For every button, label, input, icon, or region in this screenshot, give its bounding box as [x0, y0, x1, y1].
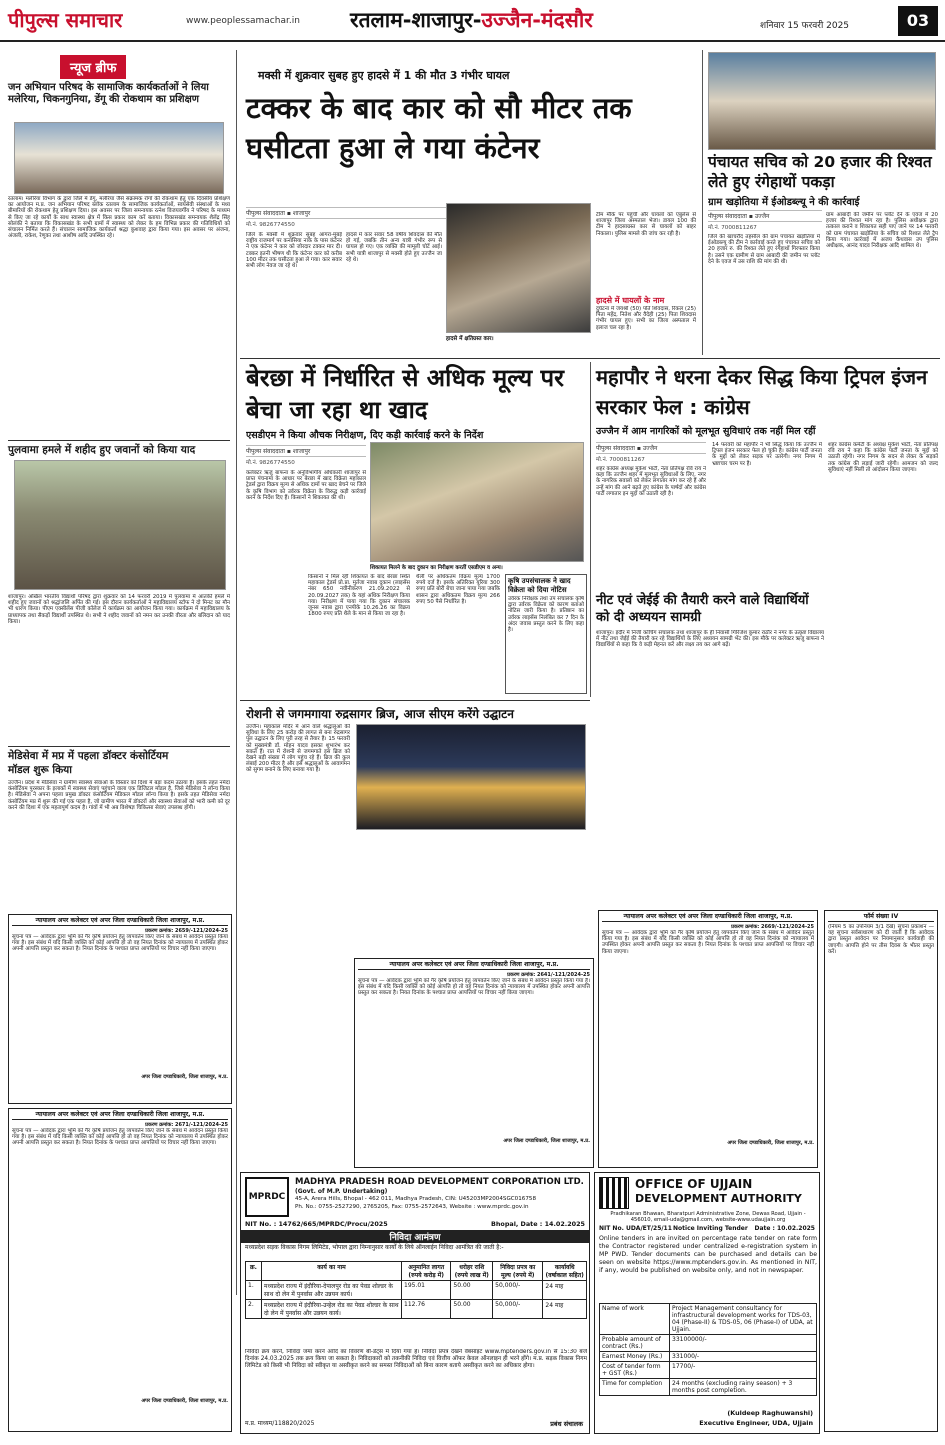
bridge-headline: रोशनी से जगमगाया रुद्रसागर ब्रिज, आज सीएम करेंगे उद्घाटन	[246, 707, 514, 721]
notice-signer: अपर जिला दण्डाधिकारी, जिला शाजापुर, म.प्र.	[727, 1140, 814, 1146]
uda-signer-name: (Kuldeep Raghuwanshi)	[727, 1409, 813, 1417]
page-number: 03	[898, 6, 938, 36]
masthead-url: www.peoplessamachar.in	[186, 16, 300, 26]
mprdc-reference: म.प्र. माध्यम/118820/2025	[245, 1420, 315, 1427]
table-cell: मध्यप्रदेश राज्य में इंदौरिया-उन्हेल रोड का पेवड शोल्डर के साथ दो लेन में पुनर्वास और उन्नयन कार्य।	[262, 1300, 402, 1319]
mprdc-nit: NIT No. : 14762/665/MPRDC/Procu/2025	[245, 1220, 388, 1228]
table-cell: Earnest Money (Rs.)	[600, 1352, 670, 1362]
fertilizer-body-3: थैली पर अधिकतम विक्रय मूल्य 1700 रुपये दर्ज है। इसके अतिरिक्त यूरिया 300 रुपए प्रति बोरी बेचा जाना पाया गया जबकि शासन द्वारा अधिकतम विक्रय मूल्य 266 रुपए 50 पैसे निर्धारित है।	[416, 574, 500, 605]
fertilizer-notice-heading: कृषि उपसंचालक ने खाद विक्रेता को दिया नोटिस	[508, 577, 571, 594]
fertilizer-subheading: एसडीएम ने किया औचक निरीक्षण, दिए कड़ी कार्रवाई करने के निर्देश	[246, 430, 484, 441]
neet-headline: नीट एवं जेईई की तैयारी करने वाले विद्यार्थियों को दी अध्ययन सामग्री	[596, 593, 809, 625]
notice-title: न्यायालय अपर कलेक्टर एवं अपर जिला दण्डाधिकारी जिला शाजापुर, म.प्र.	[12, 1112, 228, 1120]
table-cell: 50.00	[451, 1300, 493, 1319]
notice-case-number: प्रकरण क्रमांक: 2669/-121/2024-25	[731, 924, 814, 930]
mprdc-tender	[240, 1172, 590, 1434]
congress-headline: महापौर ने धरना देकर सिद्ध किया ट्रिपल इंजन सरकार फेल : कांग्रेस	[596, 365, 928, 419]
accident-photo	[446, 203, 591, 333]
accident-injured-body: दुर्घटना में जयश्री (50) पति शिवदास, रिंकल (25) पिता महेंद्र, नितेश और वैदेही (25) पिता शिवदास गंभीर घायल हुए। सभी का जिला अस्पताल में इलाज चल रहा है।	[596, 306, 696, 331]
brief-heading-3: मेडिसेवा में मप्र में पहला डॉक्टर कंसोर्टियम मॉडल शुरू किया	[8, 750, 169, 776]
mprdc-intro: मध्यप्रदेश सड़क विकास निगम लिमिटेड, भोपाल द्वारा निम्नानुसार कार्यों के लिये ऑनलाईन निविदा आमंत्रित की जाती है:-	[245, 1244, 504, 1251]
bribe-photo	[708, 52, 936, 150]
bribe-mobile: मो.नं. 7000811267	[708, 225, 757, 231]
notice-title: न्यायालय अपर कलेक्टर एवं अपर जिला दण्डाधिकारी जिला शाजापुर, म.प्र.	[12, 918, 228, 926]
table-cell: 1.	[246, 1281, 262, 1300]
divider	[240, 700, 590, 701]
table-cell: 331000/-	[670, 1352, 817, 1362]
brief-photo-workshop	[14, 122, 224, 194]
mprdc-gov: (Govt. of M.P. Undertaking)	[295, 1188, 388, 1195]
masthead-logo: पीपुल्स समाचार	[8, 8, 123, 32]
notice-title: न्यायालय अपर कलेक्टर एवं अपर जिला दण्डाधिकारी जिला शाजापुर, म.प्र.	[358, 962, 590, 970]
table-cell: 195.01	[402, 1281, 451, 1300]
brief-body-1: रतलाम। मलेरिया विभाग के द्वारा जिले में डेंगू, मलेरिया जैसे संक्रामक रोगों की रोकथाम हेतु एक दिवसीय प्रशिक्षण का आयोजन म.प्र. जन अभियान परिषद ब्लॉक रतलाम के सामाजिक कार्यकर्ताओं, स्वयंसेवी संस्थाओं के मध्य बीमारियों की रोकथाम हेतु प्रशिक्षण दिया। इस अवसर पर जिला समन्वयक रत्नेश विजयवर्गीय ने परिषद के माध्यम से किए जा रहे कार्यों के साथ स्वास्थ्य क्षेत्र में किस प्रकार काम करें बताया। विकासखंड समन्वयक शैलेंद्र सिंह सोलंकी ने बताया कि विकासखंड के सभी ग्रामों में स्वास्थ्य को लेकर के हम विभिन्न प्रकार की गतिविधियों को संचालन निर्मित करते हैं। संचालन सामाजिक कार्यकर्ता श्रद्धा कुशवाह द्वारा किया गया। इस अवसर पर अंजना, अंजली, राकेश, रेणुका तथा आशीष आदि उपस्थित रहे।	[8, 196, 230, 240]
fertilizer-body-1: कलेक्टर ऋजु बाफना के अनुविभागीय अधिकारी शाजापुर से प्राप्त पंचनामा के आधार पर बेरछा में खाद विक्रेता महाकाल ट्रेडर्स द्वारा विक्रय मूल्य से अधिक दामों पर खाद बेचने पर जिले के कृषि विभाग को उर्वरक विक्रेता के विरुद्ध कड़ी कार्रवाई करने के निर्देश दिए हैं। किसानों ने शिकायत की थी।	[246, 470, 366, 501]
congress-body-2: 14 फरवरी को महापौर ने भी सिद्ध किया कि उज्जैन में ट्रिपल इंजन सरकार फेल हो चुकी है। कांग्रेस पार्टी जनता के मुद्दों को लेकर सड़क पर उतरेगी। नगर निगम में भ्रष्टाचार चरम पर है।	[712, 442, 822, 467]
table-cell: 24 माह	[543, 1300, 587, 1319]
mprdc-logo: MPRDC	[245, 1177, 289, 1217]
fertilizer-photo	[370, 442, 584, 562]
uda-address: Pradhikaran Bhawan, Bharatpuri Administrative Zone, Dewas Road, Ujjain - 456010, email-uda@gmail.com, website-www.udaujjain.org	[610, 1211, 806, 1223]
accident-body-2: हादसे में कार सवार 58 वर्षीय शिवदास की मौत हो गई, जबकि तीन अन्य यात्री गंभीर रूप से घायल हो गए। एक व्यक्ति की मामूली चोटें आई। सभी यात्री शाजापुर से मक्सी होते हुए उज्जैन जा रहे थे।	[346, 232, 442, 263]
mprdc-date: Bhopal, Date : 14.02.2025	[491, 1220, 585, 1228]
neet-body: शाजापुर। इंदौर में निजी कोचिंग संचालक तथा शाजापुर के ही निवासी गिरिजेश कुमार राठौर ने नगर के उत्कृष्ट विद्यालय में नीट तथा जेईई की तैयारी कर रहे विद्यार्थियों के लिए अध्ययन सामग्री भेंट की। इस मौके पर कलेक्टर ऋजु बाफना ने विद्यार्थियों से कहा कि वे कड़ी मेहनत करें और लक्ष्य तय कर आगे बढ़ें।	[596, 630, 824, 649]
accident-body-1: जिले के मक्सी में शुक्रवार सुबह आगरा-मुंबई राष्ट्रीय राजमार्ग पर कनासिया नाके के पास कंटेनर ने एक कंटेनर ने कार को जोरदार टक्कर मार दी। टक्कर इतनी भीषण थी कि कंटेनर कार को करीब 100 मीटर तक घसीटता हुआ ले गया। कार सवार सभी लोग नेवज जा रहे थे।	[246, 232, 342, 270]
uda-notice: Notice Inviting Tender	[673, 1225, 748, 1232]
table-row	[600, 1335, 817, 1352]
table-row	[600, 1304, 817, 1335]
notice-signer: अपर जिला दण्डाधिकारी, जिला शाजापुर, म.प्र.	[141, 1074, 228, 1080]
table-cell: Probable amount of contract (Rs.)	[600, 1335, 670, 1352]
legal-notice-2	[8, 1108, 232, 1432]
uda-nit: NIT No. UDA/ET/25/11	[599, 1225, 672, 1232]
form-iv-notice	[824, 910, 938, 1432]
notice-body: सूचना पत्र — आवेदक द्वारा भूमि को गैर कृषि प्रयोजन हेतु व्यपवर्तन किए जाने के संबंध में आवेदन प्रस्तुत किया गया है। इस संबंध में यदि किसी व्यक्ति को कोई आपत्ति हो तो वह नियत दिनांक को न्यायालय में उपस्थित होकर अपनी आपत्ति प्रस्तुत कर सकता है। नियत दिनांक के पश्चात प्राप्त आपत्तियों पर विचार नहीं किया जाएगा।	[12, 1128, 228, 1147]
fertilizer-byline: पीपुल्स संवाददाता ▪ शाजापुर	[246, 445, 366, 457]
news-brief-tag: न्यूज ब्रीफ	[60, 55, 126, 79]
brief-heading-2: पुलवामा हमले में शहीद हुए जवानों को किया याद	[8, 444, 196, 456]
table-header: कार्य का नाम	[262, 1262, 402, 1281]
table-cell: 24 माह	[543, 1281, 587, 1300]
uda-body: Online tenders in are invited on percentage rate tender on rate form the Contractor registered under centralized e-registration system in MP PWD. Tender documents can be purchased and details can be seen on website https://www.mptenders.gov.in. As mentioned in NIT, if any, would be published on website only, and not in newspaper.	[599, 1235, 817, 1274]
accident-injured-heading: हादसे में घायलों के नाम	[596, 296, 665, 305]
notice-case-number: प्रकरण क्रमांक: 2671/-121/2024-25	[145, 1122, 228, 1128]
table-cell: 33100000/-	[670, 1335, 817, 1352]
table-row	[600, 1352, 817, 1362]
fertilizer-notice-box	[505, 574, 587, 694]
accident-photo-caption: हादसे में क्षतिग्रस्त कार।	[446, 336, 494, 342]
notice-body: सूचना पत्र — आवेदक द्वारा भूमि को गैर कृषि प्रयोजन हेतु व्यपवर्तन किए जाने के संबंध में आवेदन प्रस्तुत किया गया है। इस संबंध में यदि किसी व्यक्ति को कोई आपत्ति हो तो वह नियत दिनांक को न्यायालय में उपस्थित होकर अपनी आपत्ति प्रस्तुत कर सकता है। नियत दिनांक के पश्चात प्राप्त आपत्तियों पर विचार नहीं किया जाएगा।	[12, 934, 228, 953]
brief-body-3: उज्जैन। प्रदेश में मेडिसेवा ने ग्रामीण स्वास्थ्य सेवाओं के विस्तार को दिशा में बड़ा कदम उठाया है। इसके तहत नर्मदा कंसोर्टियम पुरस्कार के इलाकों में स्वास्थ्य सेवाएं पहुंचाने वाला एक डिजिटल मॉडल है, जिसे मेडिसेवा ने लॉन्च किया है। मेडिसेवा ने अपना पहला प्रमुख डॉक्टर कंसोर्टियम मेडिकल मॉडल लॉन्च किया है। इसके तहत मेडिसेवा नर्मदा कंसोर्टियम मप्र में शुरू की गई एक पहल है, जो ग्रामीण भारत में डॉक्टरों और स्वास्थ्य सेवाओं को भारी कमी को दूर करने की दिशा में एक महत्वपूर्ण कदम है। गांवों में भी अब विशेषज्ञ चिकित्सा सेवाएं उपलब्ध होंगी।	[8, 780, 230, 811]
accident-headline: टक्कर के बाद कार को सौ मीटर तक घसीटता हुआ ले गया कंटेनर	[246, 91, 632, 165]
table-cell: 50,000/-	[493, 1300, 543, 1319]
congress-mobile: मो.नं. 7000811267	[596, 457, 645, 463]
table-cell: Cost of tender form + GST (Rs.)	[600, 1362, 670, 1379]
accident-mobile: मो.नं. 9826774550	[246, 222, 295, 228]
uda-logo	[599, 1177, 629, 1209]
bribe-headline: पंचायत सचिव को 20 हजार की रिश्वत लेते हुए रंगेहाथों पकड़ा	[708, 153, 932, 191]
table-header: निविदा प्रपत्र का मूल्य (रुपये में)	[493, 1262, 543, 1281]
fertilizer-headline: बेरछा में निर्धारित से अधिक मूल्य पर बेचा जा रहा था खाद	[246, 364, 564, 424]
table-header: धरोहर राशि (रुपये लाख में)	[451, 1262, 493, 1281]
table-header: क्र.	[246, 1262, 262, 1281]
divider	[8, 440, 230, 441]
bribe-subheading: ग्राम खड़ोतिया में ईओडब्ल्यू ने की कार्रवाई	[708, 197, 860, 208]
table-cell: 50,000/-	[493, 1281, 543, 1300]
bribe-byline: पीपुल्स संवाददाता ▪ उज्जैन	[708, 210, 822, 222]
fertilizer-notice-body: उर्वरक निरीक्षक तथा उप संचालक कृषि द्वारा उर्वरक विक्रेता को कारण बताओ नोटिस जारी किया है। प्रतिष्ठान का उर्वरक लाइसेंस निलंबित कर 7 दिन के अंदर जवाब प्रस्तुत करने के लिए कहा है।	[508, 596, 584, 634]
uda-title-2: DEVELOPMENT AUTHORITY	[635, 1192, 802, 1205]
table-cell: Project Management consultancy for infrastructural development works for TDS-03, 04 (Phase-II) & TDS-05, 06 (Phase-I) of UDA, at Ujjain.	[670, 1304, 817, 1335]
divider	[240, 358, 940, 359]
column-rule	[590, 362, 591, 697]
table-header: अनुमानित लागत (रुपये करोड़ में)	[402, 1262, 451, 1281]
bridge-body: उज्जैन। महाकाल मंदिर में आने वाले श्रद्धालुओं की सुविधा के लिए 25 करोड़ की लागत से बना रुद्रसागर पुल उद्घाटन के लिए पूरी तरह से तैयार है। 15 फरवरी को मुख्यमंत्री डॉ. मोहन यादव इसका शुभारंभ कर सकते हैं। रात में रोशनी से जगमगाते इस ब्रिज को देखने बड़ी संख्या में लोग पहुंच रहे हैं। ब्रिज की कुल लंबाई 200 मीटर है और इसे श्रद्धालुओं के आवागमन को सुगम बनाने के लिए बनाया गया है।	[246, 724, 350, 774]
uda-tender-table	[599, 1303, 817, 1396]
table-cell: Name of work	[600, 1304, 670, 1335]
edition-title: रतलाम-शाजापुर-उज्जैन-मंदसौर	[350, 8, 593, 32]
notice-case-number: प्रकरण क्रमांक: 2641/-121/2024-25	[507, 972, 590, 978]
form-title: फॉर्म संख्या IV	[828, 914, 934, 922]
congress-byline: पीपुल्स संवाददाता ▪ उज्जैन	[596, 442, 706, 454]
notice-body: सूचना पत्र — आवेदक द्वारा भूमि को गैर कृषि प्रयोजन हेतु व्यपवर्तन किए जाने के संबंध में आवेदन प्रस्तुत किया गया है। इस संबंध में यदि किसी व्यक्ति को कोई आपत्ति हो तो वह नियत दिनांक को न्यायालय में उपस्थित होकर अपनी आपत्ति प्रस्तुत कर सकता है। नियत दिनांक के पश्चात प्राप्त आपत्तियों पर विचार नहीं किया जाएगा।	[602, 930, 814, 955]
mprdc-signer: प्रबंध संचालक	[550, 1420, 583, 1428]
legal-notice-4	[598, 910, 818, 1168]
table-row	[600, 1379, 817, 1396]
accident-body-3: टीम मौके पर पहुंची और घायलों को एंबुलेंस से शाजापुर जिला अस्पताल भेजा। डायल 100 की टीम ने हादसाग्रस्त कार से घायलों को बाहर निकाला। पुलिस मामले की जांच कर रही है।	[596, 212, 696, 237]
mprdc-name: MADHYA PRADESH ROAD DEVELOPMENT CORPORATION LTD.	[295, 1177, 584, 1187]
table-cell: मध्यप्रदेश राज्य में इंदौरिया-देपालपुर रोड का पेवड शोल्डर के साथ दो लेन में पुनर्वास और उन्नयन कार्य।	[262, 1281, 402, 1300]
fertilizer-photo-caption: शिकायत मिलने के बाद दुकान का निरीक्षण करतीं एसडीएम व अन्य।	[370, 565, 503, 571]
accident-kicker: मक्सी में शुक्रवार सुबह हुए हादसे में 1 की मौत 3 गंभीर घायल	[258, 69, 510, 82]
form-body: (नियम 5 का उपनियम 3/1 देखें) सूचना प्रकाशन — यह सूचना सर्वसाधारण को दी जाती है कि आवेदक द्वारा प्रस्तुत आवेदन पर नियमानुसार कार्यवाही की जाएगी। आपत्ति होने पर तीस दिवस के भीतर प्रस्तुत करें।	[828, 924, 934, 955]
notice-title: न्यायालय अपर कलेक्टर एवं अपर जिला दण्डाधिकारी जिला शाजापुर, म.प्र.	[602, 914, 814, 922]
table-cell: 24 months (excluding rainy season) + 3 months post completion.	[670, 1379, 817, 1396]
fertilizer-body-2: किसानों ने मिल रही शिकायत के बाद बेरछा स्थित महाकाल ट्रेडर्स प्रो.प्रा. मुर्तजा नवाब दुकान (लाइसेंस नंबर 650 नवीनीकरण 21.09.2022 से 20.09.2027 तक) के यहां अधिक निरीक्षण किया गया। निरीक्षण में पाया गया कि दुकान संचालक जूनस नवाब द्वारा एनपीके 10.26.26 का विक्रय 1800 रुपए प्रति थैले के मान से किया जा रहा है।	[308, 574, 410, 618]
table-cell: 17700/-	[670, 1362, 817, 1379]
mprdc-phone: Ph. No.: 0755-2527290, 2765205, Fax: 0755-2572643, Website : www.mprdc.gov.in	[295, 1204, 529, 1210]
table-header-row	[246, 1262, 587, 1281]
uda-tender	[594, 1172, 820, 1434]
mprdc-address: 45-A, Arera Hills, Bhopal - 462 011, Madhya Pradesh, CIN: U45203MP2004SGC016758	[295, 1196, 537, 1202]
legal-notice-1	[8, 914, 232, 1104]
uda-date: Date : 10.02.2025	[754, 1225, 815, 1232]
brief-photo-tribute	[14, 460, 226, 590]
table-cell: 112.76	[402, 1300, 451, 1319]
bribe-body-2: ग्राम आबादी की जमीन पर प्लॉट देने के एवज में 20 हजार की रिश्वत मांग रहा है। पुलिस अधीक्षक द्वारा तत्काल कराने व शिकायत सही पाए जाने पर 14 फरवरी को ग्राम पंचायत खड़ोतिया के सचिव को रिश्वत लेते ट्रैप किया गया। कार्रवाई में अजय कैथवास उप पुलिस अधीक्षक, आनंद यादव निरीक्षक आदि शामिल थे।	[826, 212, 938, 250]
masthead	[0, 0, 945, 42]
mprdc-notice-title: निविदा आमंत्रण	[241, 1230, 589, 1243]
column-rule	[236, 50, 237, 1295]
table-cell: 2.	[246, 1300, 262, 1319]
column-rule	[702, 50, 703, 355]
table-header: कार्यावधि (वर्षाकाल सहित)	[543, 1262, 587, 1281]
table-cell: 50.00	[451, 1281, 493, 1300]
bribe-body-1: जिले की खाचरौद तहसील की ग्राम पंचायत खड़ोतिया में ईओडब्ल्यू की टीम ने कार्रवाई करते हुए पंचायत सचिव को 20 हजार रु. की रिश्वत लेते हुए रंगेहाथों गिरफ्तार किया है। उसने एक ग्रामीण से ग्राम आबादी की जमीन पर प्लॉट देने के एवज में उस राशि की मांग की थी।	[708, 234, 820, 265]
notice-case-number: प्रकरण क्रमांक: 2659/-121/2024-25	[145, 928, 228, 934]
table-row	[600, 1362, 817, 1379]
table-cell: Time for completion	[600, 1379, 670, 1396]
brief-body-2: शाजापुर। अखिल भारतीय विद्यार्थी परिषद द्वारा शुक्रवार को 14 फरवरी 2019 में पुलवामा में आतंकी हमले में शहीद हुए जवानों को श्रद्धांजलि अर्पित की गई। इस दौरान कार्यकर्ताओं ने महाविद्यालय स्टॉफ ने दो मिनट का मौन भी धारण किया। पीएम एक्सीलेंस पीजी कॉलेज में कार्यक्रम का आयोजन किया गया। कार्यक्रम में महाविद्यालय के प्राध्यापक तथा सैकड़ों विद्यार्थी उपस्थित थे। सभी ने शहीद जवानों को नमन कर उनकी वीरता और बलिदान को याद किया।	[8, 594, 230, 625]
bridge-photo	[356, 724, 586, 830]
brief-heading-1: जन अभियान परिषद के सामाजिक कार्यकर्ताओं ने लिया मलेरिया, चिकनगुनिया, डेंगू की रोकथाम का प्रशिक्षण	[8, 82, 209, 105]
congress-subheading: उज्जैन में आम नागरिकों को मूलभूत सुविधाएं तक नहीं मिल रहीं	[596, 426, 816, 437]
masthead-date: शनिवार 15 फरवरी 2025	[760, 21, 850, 31]
congress-body-3: शहर कांग्रेस कमेटी के अध्यक्ष मुकेश भाटी, नेता प्रतिपक्ष रवि राय ने कहा कि कांग्रेस पार्टी जनता के मुद्दों को उठाती रहेगी। नगर निगम के सदन से लेकर के सड़कों तक कांग्रेस की लड़ाई जारी रहेगी। आमजन को जल्द सुविधाएं नहीं मिलीं तो आंदोलन किया जाएगा।	[828, 442, 938, 473]
accident-byline: पीपुल्स संवाददाता ▪ शाजापुर	[246, 207, 446, 219]
uda-title-1: OFFICE OF UJJAIN	[635, 1177, 753, 1191]
uda-signer-title: Executive Engineer, UDA, Ujjain	[699, 1419, 813, 1427]
table-row	[246, 1300, 587, 1319]
table-row	[246, 1281, 587, 1300]
congress-body-1: शहर कांग्रेस अध्यक्ष मुकेश भाटी, नेता प्रतिपक्ष रवि राय ने कहा कि उज्जैन शहर में मूलभूत सुविधाओं के लिए, नगर के नागरिक सवालों को लेकर लगातार मांग कर रहे हैं और उन्हें मांग की आने बढ़ते हुए कांग्रेस के पार्षदों और कांग्रेस पार्टी लगातार इन मुद्दों को उठाती रही है।	[596, 466, 706, 497]
notice-signer: अपर जिला दण्डाधिकारी, जिला शाजापुर, म.प्र.	[503, 1138, 590, 1144]
mprdc-footer: निविदा क्रय करने, निविदा जमा करने आदि का विवरण बी-डेट्स में दिया गया है। निविदा प्रपत्र देखने वेबसाइट www.mptenders.gov.in से 15:30 बजे दिनांक 24.03.2025 तक क्रय किया जा सकता है। निविदाकारों को तकनीकी निविदा एवं वित्तीय ऑफर केवल ऑनलाइन ही भरने होंगे। म.प्र. सड़क विकास निगम लिमिटेड को किसी भी निविदा को स्वीकृत या अस्वीकृत करने का समस्त निविदाओं को बिना कारण बताये अस्वीकृत करने का अधिकार होगा।	[245, 1349, 587, 1369]
fertilizer-mobile: मो.नं. 9826774550	[246, 460, 295, 466]
notice-signer: अपर जिला दण्डाधिकारी, जिला शाजापुर, म.प्र.	[141, 1398, 228, 1404]
mprdc-tender-table	[245, 1261, 587, 1319]
legal-notice-3	[354, 958, 594, 1168]
notice-body: सूचना पत्र — आवेदक द्वारा भूमि को गैर कृषि प्रयोजन हेतु व्यपवर्तन किए जाने के संबंध में आवेदन प्रस्तुत किया गया है। इस संबंध में यदि किसी व्यक्ति को कोई आपत्ति हो तो वह नियत दिनांक को न्यायालय में उपस्थित होकर अपनी आपत्ति प्रस्तुत कर सकता है। नियत दिनांक के पश्चात प्राप्त आपत्तियों पर विचार नहीं किया जाएगा।	[358, 978, 590, 997]
divider	[8, 746, 230, 747]
